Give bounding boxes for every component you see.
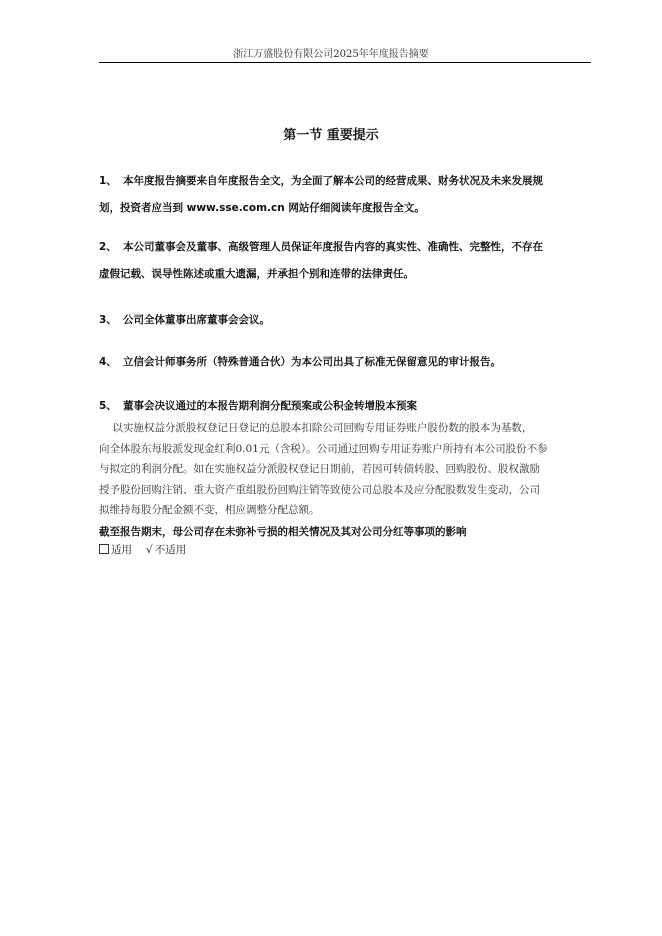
paragraph-line: 向全体股东每股派发现金红利0.01元（含税）。公司通过回购专用证券账户所持有本公司股份不参 [99,442,548,455]
applicable-label: 适用 [111,544,132,556]
item-text-line: 公司全体董事出席董事会会议。 [123,314,270,326]
item-text-line: 董事会决议通过的本报告期利润分配预案或公积金转增股本预案 [123,400,417,412]
paragraph-line: 以实施权益分派股权登记日登记的总股本扣除公司回购专用证券账户股份数的股本为基数， [99,422,533,434]
check-mark-icon: √ [146,544,153,556]
running-header: 浙江万盛股份有限公司2025年年度报告摘要 [233,49,429,60]
unchecked-box-icon [99,544,109,554]
list-item-5 [99,393,591,420]
header-divider [99,62,591,63]
list-item-3 [99,307,591,334]
deficit-note: 截至报告期末，母公司存在未弥补亏损的相关情况及其对公司分红等事项的影响 [99,526,467,538]
item-text-line: 本公司董事会及董事、高级管理人员保证年度报告内容的真实性、准确性、完整性，不存在 [123,241,543,253]
item-number: 5、 [99,400,117,412]
list-item-4 [99,349,591,376]
section-title: 第一节 重要提示 [283,128,379,143]
item-text-line: 虚假记载、误导性陈述或重大遗漏，并承担个别和连带的法律责任。 [99,268,414,280]
paragraph-line: 与拟定的利润分配。如在实施权益分派股权登记日期前，若因可转债转股、回购股份、股权激励 [99,463,540,475]
item-number: 4、 [99,356,117,368]
item-text-line: 立信会计师事务所（特殊普通合伙）为本公司出具了标准无保留意见的审计报告。 [123,356,501,368]
item-text-line: 本年度报告摘要来自年度报告全文，为全面了解本公司的经营成果、财务状况及未来发展规 [123,175,543,187]
item-number: 2、 [99,241,117,253]
item-number: 1、 [99,175,117,187]
not-applicable-label: 不适用 [154,544,187,556]
applicability-options [99,542,186,557]
paragraph-line: 拟维持每股分配金额不变，相应调整分配总额。 [99,504,320,516]
profit-distribution-paragraph [99,418,591,521]
item-number: 3、 [99,314,117,326]
paragraph-line: 授予股份回购注销、重大资产重组股份回购注销等致使公司总股本及应分配股数发生变动，公司 [99,483,540,496]
list-item-2 [99,234,591,288]
list-item-1 [99,168,591,222]
item-text-line: 划，投资者应当到 www.sse.com.cn 网站仔细阅读年度报告全文。 [99,202,425,214]
